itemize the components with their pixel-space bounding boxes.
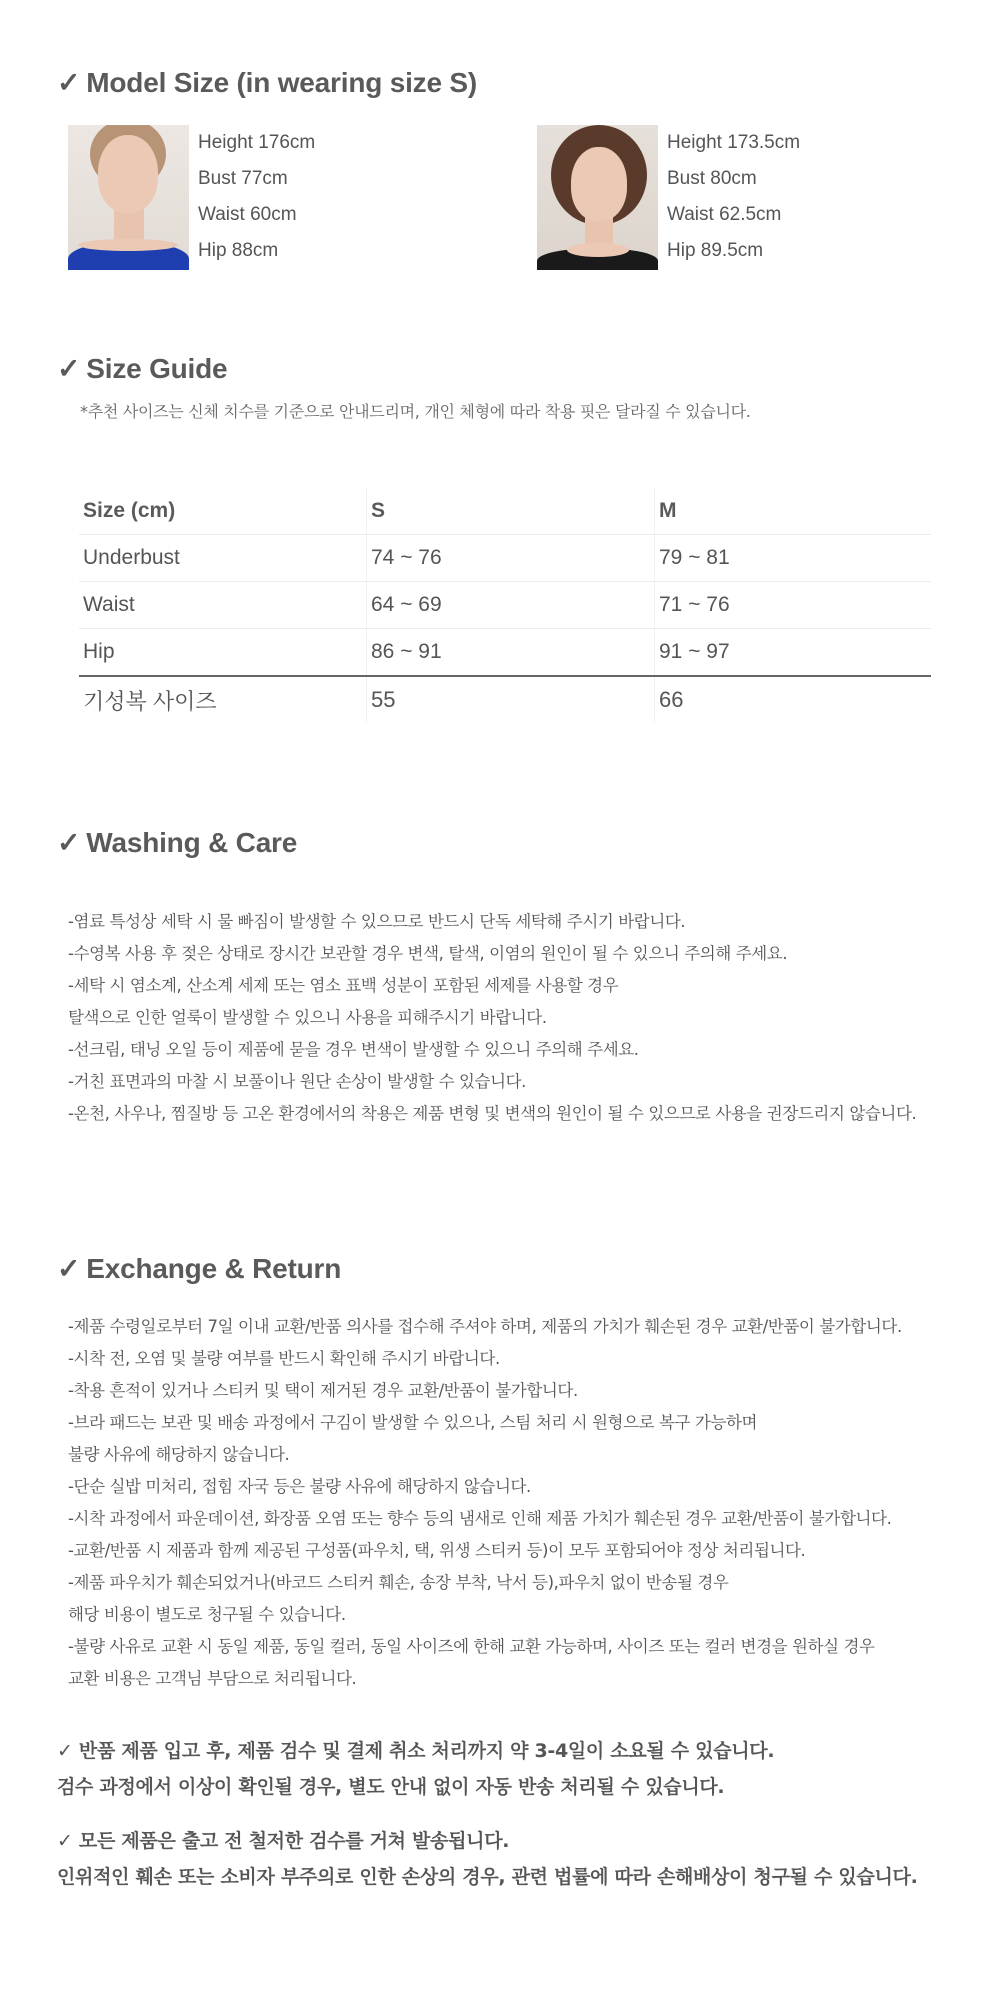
table-cell: 기성복 사이즈 (79, 676, 367, 723)
table-row (79, 629, 931, 677)
list-item: -염료 특성상 세탁 시 물 빠짐이 발생할 수 있으므로 반드시 단독 세탁해 주시기 바랍니다. (68, 912, 686, 931)
notice-line: 검수 과정에서 이상이 확인될 경우, 별도 안내 없이 자동 반송 처리될 수 있습니다. (57, 1776, 725, 1798)
list-item: 해당 비용이 별도로 청구될 수 있습니다. (68, 1605, 346, 1624)
list-item: -선크림, 태닝 오일 등이 제품에 묻을 경우 변색이 발생할 수 있으니 주의해 주세요. (68, 1040, 639, 1059)
list-item: -시착 전, 오염 및 불량 여부를 반드시 확인해 주시기 바랍니다. (68, 1349, 500, 1368)
check-mark-icon: ✓ (57, 827, 81, 858)
list-item: -세탁 시 염소계, 산소계 세제 또는 염소 표백 성분이 포함된 세제를 사용할 경우 (68, 976, 619, 995)
table-cell: 64 ~ 69 (367, 582, 655, 629)
exchange-return-heading (57, 1252, 341, 1285)
list-item: -단순 실밥 미처리, 접힘 자국 등은 불량 사유에 해당하지 않습니다. (68, 1477, 531, 1496)
notice-line: ✓ 반품 제품 입고 후, 제품 검수 및 결제 취소 처리까지 약 3-4일이 소요될 수 있습니다. (57, 1740, 775, 1762)
list-item: -착용 흔적이 있거나 스티커 및 택이 제거된 경우 교환/반품이 불가합니다. (68, 1381, 578, 1400)
table-cell: 71 ~ 76 (655, 582, 932, 629)
size-guide-title: Size Guide (86, 353, 228, 384)
model-2-waist: Waist 62.5cm (667, 204, 782, 225)
table-cell: 66 (655, 676, 932, 723)
list-item: -교환/반품 시 제품과 함께 제공된 구성품(파우치, 택, 위생 스티커 등)이 모두 포함되어야 정상 처리됩니다. (68, 1541, 806, 1560)
return-processing-notice (57, 1733, 774, 1805)
model-size-heading (57, 66, 477, 99)
model-2-hip: Hip 89.5cm (667, 240, 764, 261)
model-card-1 (68, 125, 388, 270)
list-item: 탈색으로 인한 얼룩이 발생할 수 있으니 사용을 피해주시기 바랍니다. (68, 1008, 547, 1027)
model-2-height: Height 173.5cm (667, 132, 801, 153)
size-guide-heading (57, 352, 227, 385)
model-1-hip: Hip 88cm (198, 240, 279, 261)
list-item: -시착 과정에서 파운데이션, 화장품 오염 또는 향수 등의 냄새로 인해 제품 가치가 훼손된 경우 교환/반품이 불가합니다. (68, 1509, 892, 1528)
table-row (79, 535, 931, 582)
table-cell: 74 ~ 76 (367, 535, 655, 582)
model-1-waist: Waist 60cm (198, 204, 297, 225)
size-table-header-cell: Size (cm) (79, 488, 367, 535)
model-size-title: Model Size (in wearing size S) (86, 67, 478, 98)
list-item: -온천, 사우나, 찜질방 등 고온 환경에서의 착용은 제품 변형 및 변색의 원인이 될 수 있으므로 사용을 권장드리지 않습니다. (68, 1104, 917, 1123)
table-row (79, 582, 931, 629)
list-item: 교환 비용은 고객님 부담으로 처리됩니다. (68, 1669, 357, 1688)
size-table-header (79, 488, 931, 535)
inspection-notice (57, 1823, 918, 1895)
table-cell: Underbust (79, 535, 367, 582)
model-1-bust: Bust 77cm (198, 168, 288, 189)
list-item: -거친 표면과의 마찰 시 보풀이나 원단 손상이 발생할 수 있습니다. (68, 1072, 527, 1091)
size-guide-note: *추천 사이즈는 신체 치수를 기준으로 안내드리며, 개인 체형에 따라 착용 핏은 달라질 수 있습니다. (80, 402, 751, 421)
washing-care-title: Washing & Care (86, 827, 298, 858)
washing-care-heading (57, 826, 297, 859)
model-2-stats (667, 129, 800, 273)
exchange-return-list (68, 1311, 902, 1695)
list-item: -불량 사유로 교환 시 동일 제품, 동일 컬러, 동일 사이즈에 한해 교환 가능하며, 사이즈 또는 컬러 변경을 원하실 경우 (68, 1637, 875, 1656)
model-1-stats (198, 129, 315, 273)
check-mark-icon: ✓ (57, 1253, 81, 1284)
list-item: 불량 사유에 해당하지 않습니다. (68, 1445, 290, 1464)
list-item: -브라 패드는 보관 및 배송 과정에서 구김이 발생할 수 있으나, 스팀 처리 시 원형으로 복구 가능하며 (68, 1413, 758, 1432)
table-cell: 86 ~ 91 (367, 629, 655, 677)
table-cell: Hip (79, 629, 367, 677)
exchange-return-title: Exchange & Return (86, 1253, 342, 1284)
model-card-2 (537, 125, 857, 270)
model-photo-2 (537, 125, 658, 270)
table-cell: 55 (367, 676, 655, 723)
size-table-header-cell: S (367, 488, 655, 535)
model-2-bust: Bust 80cm (667, 168, 757, 189)
check-mark-icon: ✓ (57, 67, 81, 98)
model-photo-1 (68, 125, 189, 270)
list-item: -수영복 사용 후 젖은 상태로 장시간 보관할 경우 변색, 탈색, 이염의 원인이 될 수 있으니 주의해 주세요. (68, 944, 788, 963)
table-row (79, 676, 931, 723)
size-table-header-cell: M (655, 488, 932, 535)
list-item: -제품 수령일로부터 7일 이내 교환/반품 의사를 접수해 주셔야 하며, 제품의 가치가 훼손된 경우 교환/반품이 불가합니다. (68, 1317, 902, 1336)
washing-care-list (68, 906, 916, 1130)
notice-line: 인위적인 훼손 또는 소비자 부주의로 인한 손상의 경우, 관련 법률에 따라 손해배상이 청구될 수 있습니다. (57, 1866, 918, 1888)
notice-line: ✓ 모든 제품은 출고 전 철저한 검수를 거쳐 발송됩니다. (57, 1830, 510, 1852)
table-cell: 79 ~ 81 (655, 535, 932, 582)
list-item: -제품 파우치가 훼손되었거나(바코드 스티커 훼손, 송장 부착, 낙서 등),파우치 없이 반송될 경우 (68, 1573, 729, 1592)
check-mark-icon: ✓ (57, 353, 81, 384)
table-cell: Waist (79, 582, 367, 629)
table-cell: 91 ~ 97 (655, 629, 932, 677)
size-table (79, 488, 931, 723)
model-1-height: Height 176cm (198, 132, 316, 153)
